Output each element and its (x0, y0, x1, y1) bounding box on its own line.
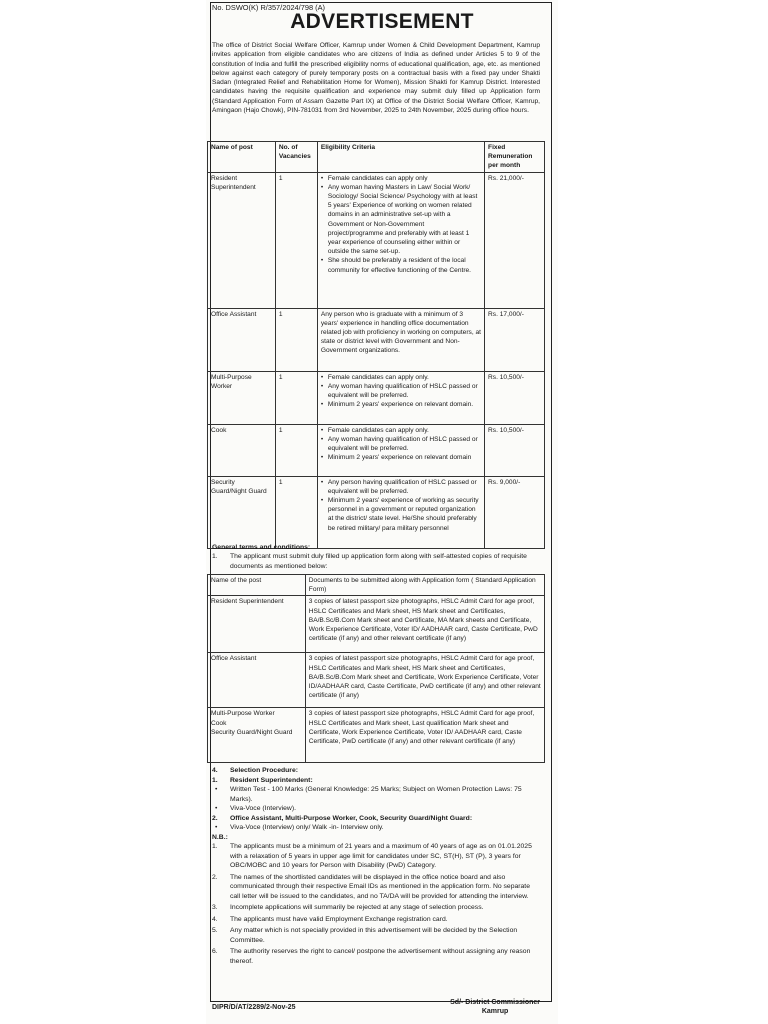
header-post-name: Name of the post (208, 575, 306, 596)
procedure-item: Written Test - 100 Marks (General Knowledge: 25 Marks; Subject on Women Protection Laws: 75 Marks). (230, 786, 522, 803)
vacancy-count: 1 (275, 476, 317, 548)
nb-text: Incomplete applications will summarily be rejected at any stage of selection process. (230, 904, 484, 911)
header-eligibility: Eligibility Criteria (317, 142, 484, 173)
header-documents: Documents to be submitted along with Application form ( Standard Application Form) (305, 575, 544, 596)
nb-number: 1. (212, 843, 218, 850)
post-name: Cook (208, 424, 276, 476)
eligibility-criteria (317, 424, 484, 476)
vacancy-count: 1 (275, 424, 317, 476)
table-row (208, 172, 545, 308)
table-row (208, 653, 545, 708)
table-row (208, 476, 545, 548)
post-name: Cook (211, 719, 227, 727)
signature-block (450, 998, 540, 1016)
procedure-item: Viva-Voce (Interview). (230, 805, 296, 812)
intro-paragraph: The office of District Social Welfare Officer, Kamrup under Women & Child Development Department, Kamrup invites application from eligible candidates who are citizens of India as defined under Articles 5 to 9 of the constitution of India and fulfill the prescribed eligibility norms of educational qualification, age, etc. as mentioned below against each category of purely temporary posts on a contractual basis with a fixed pay under Shakti Sadan (Integrated Relief and Rehabilitation Home for Women), Mission Shakti for Kamrup District. Interested candidates having the requisite qualification and experience may submit duly filled up Application form (Standard Application Form of Assam Gazette Part IX) at Office of the District Social Welfare Officer, Kamrup, Amingaon (Hajo Chowk), PIN-781031 from 3rd November, 2025 to 24th November, 2025 during office hours. (212, 42, 540, 115)
remuneration: Rs. 21,000/- (485, 172, 545, 308)
dipr-code: DIPR/D/AT/2289/2-Nov-25 (212, 1004, 296, 1011)
nb-number: 2. (212, 873, 218, 881)
post-name: Resident Superintendent (208, 172, 276, 308)
criteria-item: • Female candidates can apply only. (328, 373, 481, 382)
vacancy-count: 1 (275, 371, 317, 424)
procedure-item: Viva-Voce (Interview) only/ Walk -in- Interview only. (230, 824, 384, 831)
remuneration: Rs. 10,500/- (485, 424, 545, 476)
nb-text: The authority reserves the right to cancel/ postpone the advertisement without assigning any reason thereof. (230, 948, 531, 965)
documents-list: 3 copies of latest passport size photographs, HSLC Admit Card for age proof, HSLC Certificates and Mark sheet, Last qualification Mark sheet and Certificate, Work Experience Certificate, Voter ID/ AADHAAR card, Caste Certificate, PwD certificate (if any) and other relevant certificate (if any) (305, 708, 544, 763)
table-row (208, 371, 545, 424)
sub-heading: Resident Superintendent: (230, 776, 313, 784)
criteria-item: • Any person having qualification of HSLC passed or equivalent will be preferred. (328, 478, 481, 496)
nb-heading: N.B.: (212, 833, 228, 841)
sub-number: 1. (212, 776, 218, 784)
remuneration: Rs. 9,000/- (485, 476, 545, 548)
documents-table (207, 574, 545, 763)
nb-text: Any matter which is not specially provided in this advertisement will be decided by the Selection Committee. (230, 927, 518, 944)
header-remuneration: Fixed Remuneration per month (485, 142, 545, 173)
sub-heading: Office Assistant, Multi-Purpose Worker, Cook, Security Guard/Night Guard: (230, 814, 473, 822)
header-post: Name of post (208, 142, 276, 173)
posts-table (207, 141, 545, 549)
criteria-item: • Any woman having Masters in Law/ Social Work/ Sociology/ Social Science/ Psychology with at least 5 years' Experience of working on women related domains in an administrative set-up with a Government or Non-Government project/programme and preferably with at least 1 year experience of counseling either within or outside the same set-up. (328, 183, 481, 257)
eligibility-criteria (317, 476, 484, 548)
nb-text: The applicants must have valid Employment Exchange registration card. (230, 915, 448, 923)
eligibility-criteria (317, 371, 484, 424)
vacancy-count: 1 (275, 172, 317, 308)
advertisement-sheet (206, 0, 558, 1024)
remuneration: Rs. 17,000/- (485, 308, 545, 371)
criteria-item: • Minimum 2 years' experience on relevant domain (328, 453, 481, 462)
post-name: Multi-Purpose Worker (208, 371, 276, 424)
bullet-icon: • (215, 805, 218, 812)
nb-number: 6. (212, 948, 218, 955)
eligibility-criteria: Any person who is graduate with a minimum of 3 years' experience in handling office documentation related job with proficiency in working on computers, at state or district level with Government and Non-Government organizations. (317, 308, 484, 371)
criteria-item: • Minimum 2 years' experience on relevant domain. (328, 400, 481, 409)
documents-list: 3 copies of latest passport size photographs, HSLC Admit Card for age proof, HSLC Certificates and Mark sheet, HS Mark sheet and Certificates, BA/B.Sc/B.Com Mark sheet and Certificate, MA Mark sheets and Certificate, Work Experience Certificate, Voter ID/ AADHAAR card, Caste Certificate, PwD certificate (if any) and other relevant certificate (if any) (305, 596, 544, 653)
section-heading: Selection Procedure: (230, 767, 298, 774)
page-title: ADVERTISEMENT (290, 10, 474, 33)
post-name: Resident Superintendent (208, 596, 306, 653)
criteria-item: • Female candidates can apply only. (328, 426, 481, 435)
sub-number: 2. (212, 814, 218, 822)
nb-text: The names of the shortlisted candidates will be displayed in the office notice board and also communicated through their respective Email IDs as mentioned in the application form. No separate call letter will be issued to the candidates, and no TA/DA will be provided for attending the interview. (230, 873, 530, 900)
bullet-icon: • (215, 786, 218, 793)
criteria-item: • Minimum 2 years' experience of working as security personnel in a government or reputed organization at the district/ state level. He/She should preferably be retired military/ para military personnel (328, 496, 481, 533)
criteria-item: • She should be preferably a resident of the local community for effective functioning of the Centre. (328, 256, 481, 274)
table-row (208, 708, 545, 763)
remuneration: Rs. 10,500/- (485, 371, 545, 424)
eligibility-criteria (317, 172, 484, 308)
post-name: Multi-Purpose Worker (211, 710, 275, 718)
signature-place: Kamrup (481, 1008, 509, 1015)
table-row (208, 596, 545, 653)
general-terms (212, 543, 540, 571)
post-name: Office Assistant (208, 308, 276, 371)
item-number: 1. (212, 553, 218, 561)
post-name: Security Guard/Night Guard (211, 728, 293, 736)
nb-text: The applicants must be a minimum of 21 years and a maximum of 40 years of age as on 01.01.2025 with a relaxation of 5 years in upper age limit for candidates under SC, ST(H), ST (P), 3 years for OBC/MOBC and 10 years for Person with Disability (PwD) Category. (230, 843, 532, 869)
selection-procedure (212, 766, 540, 966)
criteria-item: • Any woman having qualification of HSLC passed or equivalent will be preferred. (328, 435, 481, 453)
post-name: Office Assistant (208, 653, 306, 708)
reference-number: No. DSWO(K) R/357/2024/798 (A) (212, 3, 325, 12)
nb-number: 5. (212, 927, 218, 934)
section-number: 4. (212, 767, 218, 774)
general-terms-item (212, 552, 540, 571)
vacancy-count: 1 (275, 308, 317, 371)
criteria-item: • Female candidates can apply only (328, 174, 481, 183)
post-name: Security Guard/Night Guard (208, 476, 276, 548)
posts-table-header (208, 142, 545, 173)
documents-table-header (208, 575, 545, 596)
signature-line: Sd/- District Commissioner (450, 999, 540, 1006)
general-terms-heading: General terms and conditions: (212, 544, 311, 551)
nb-number: 4. (212, 915, 218, 923)
bullet-icon: • (215, 824, 218, 831)
table-row (208, 308, 545, 371)
post-names (208, 708, 306, 763)
nb-number: 3. (212, 904, 218, 911)
documents-list: 3 copies of latest passport size photographs, HSLC Admit Card for age proof, HSLC Certificates and Mark sheet, HS Mark sheet and Certificates, BA/B.Sc/B.Com Mark sheet and Certificate, Work Experience Certificate, Voter ID/AADHAAR card, Caste Certificate, PwD certificate (if any) and other relevant certificate (if any) (305, 653, 544, 708)
table-row (208, 424, 545, 476)
header-vacancies: No. of Vacancies (275, 142, 317, 173)
item-text: The applicant must submit duly filled up application form along with self-attested copies of requisite documents as mentioned below: (230, 553, 527, 570)
criteria-item: • Any woman having qualification of HSLC passed or equivalent will be preferred. (328, 382, 481, 400)
